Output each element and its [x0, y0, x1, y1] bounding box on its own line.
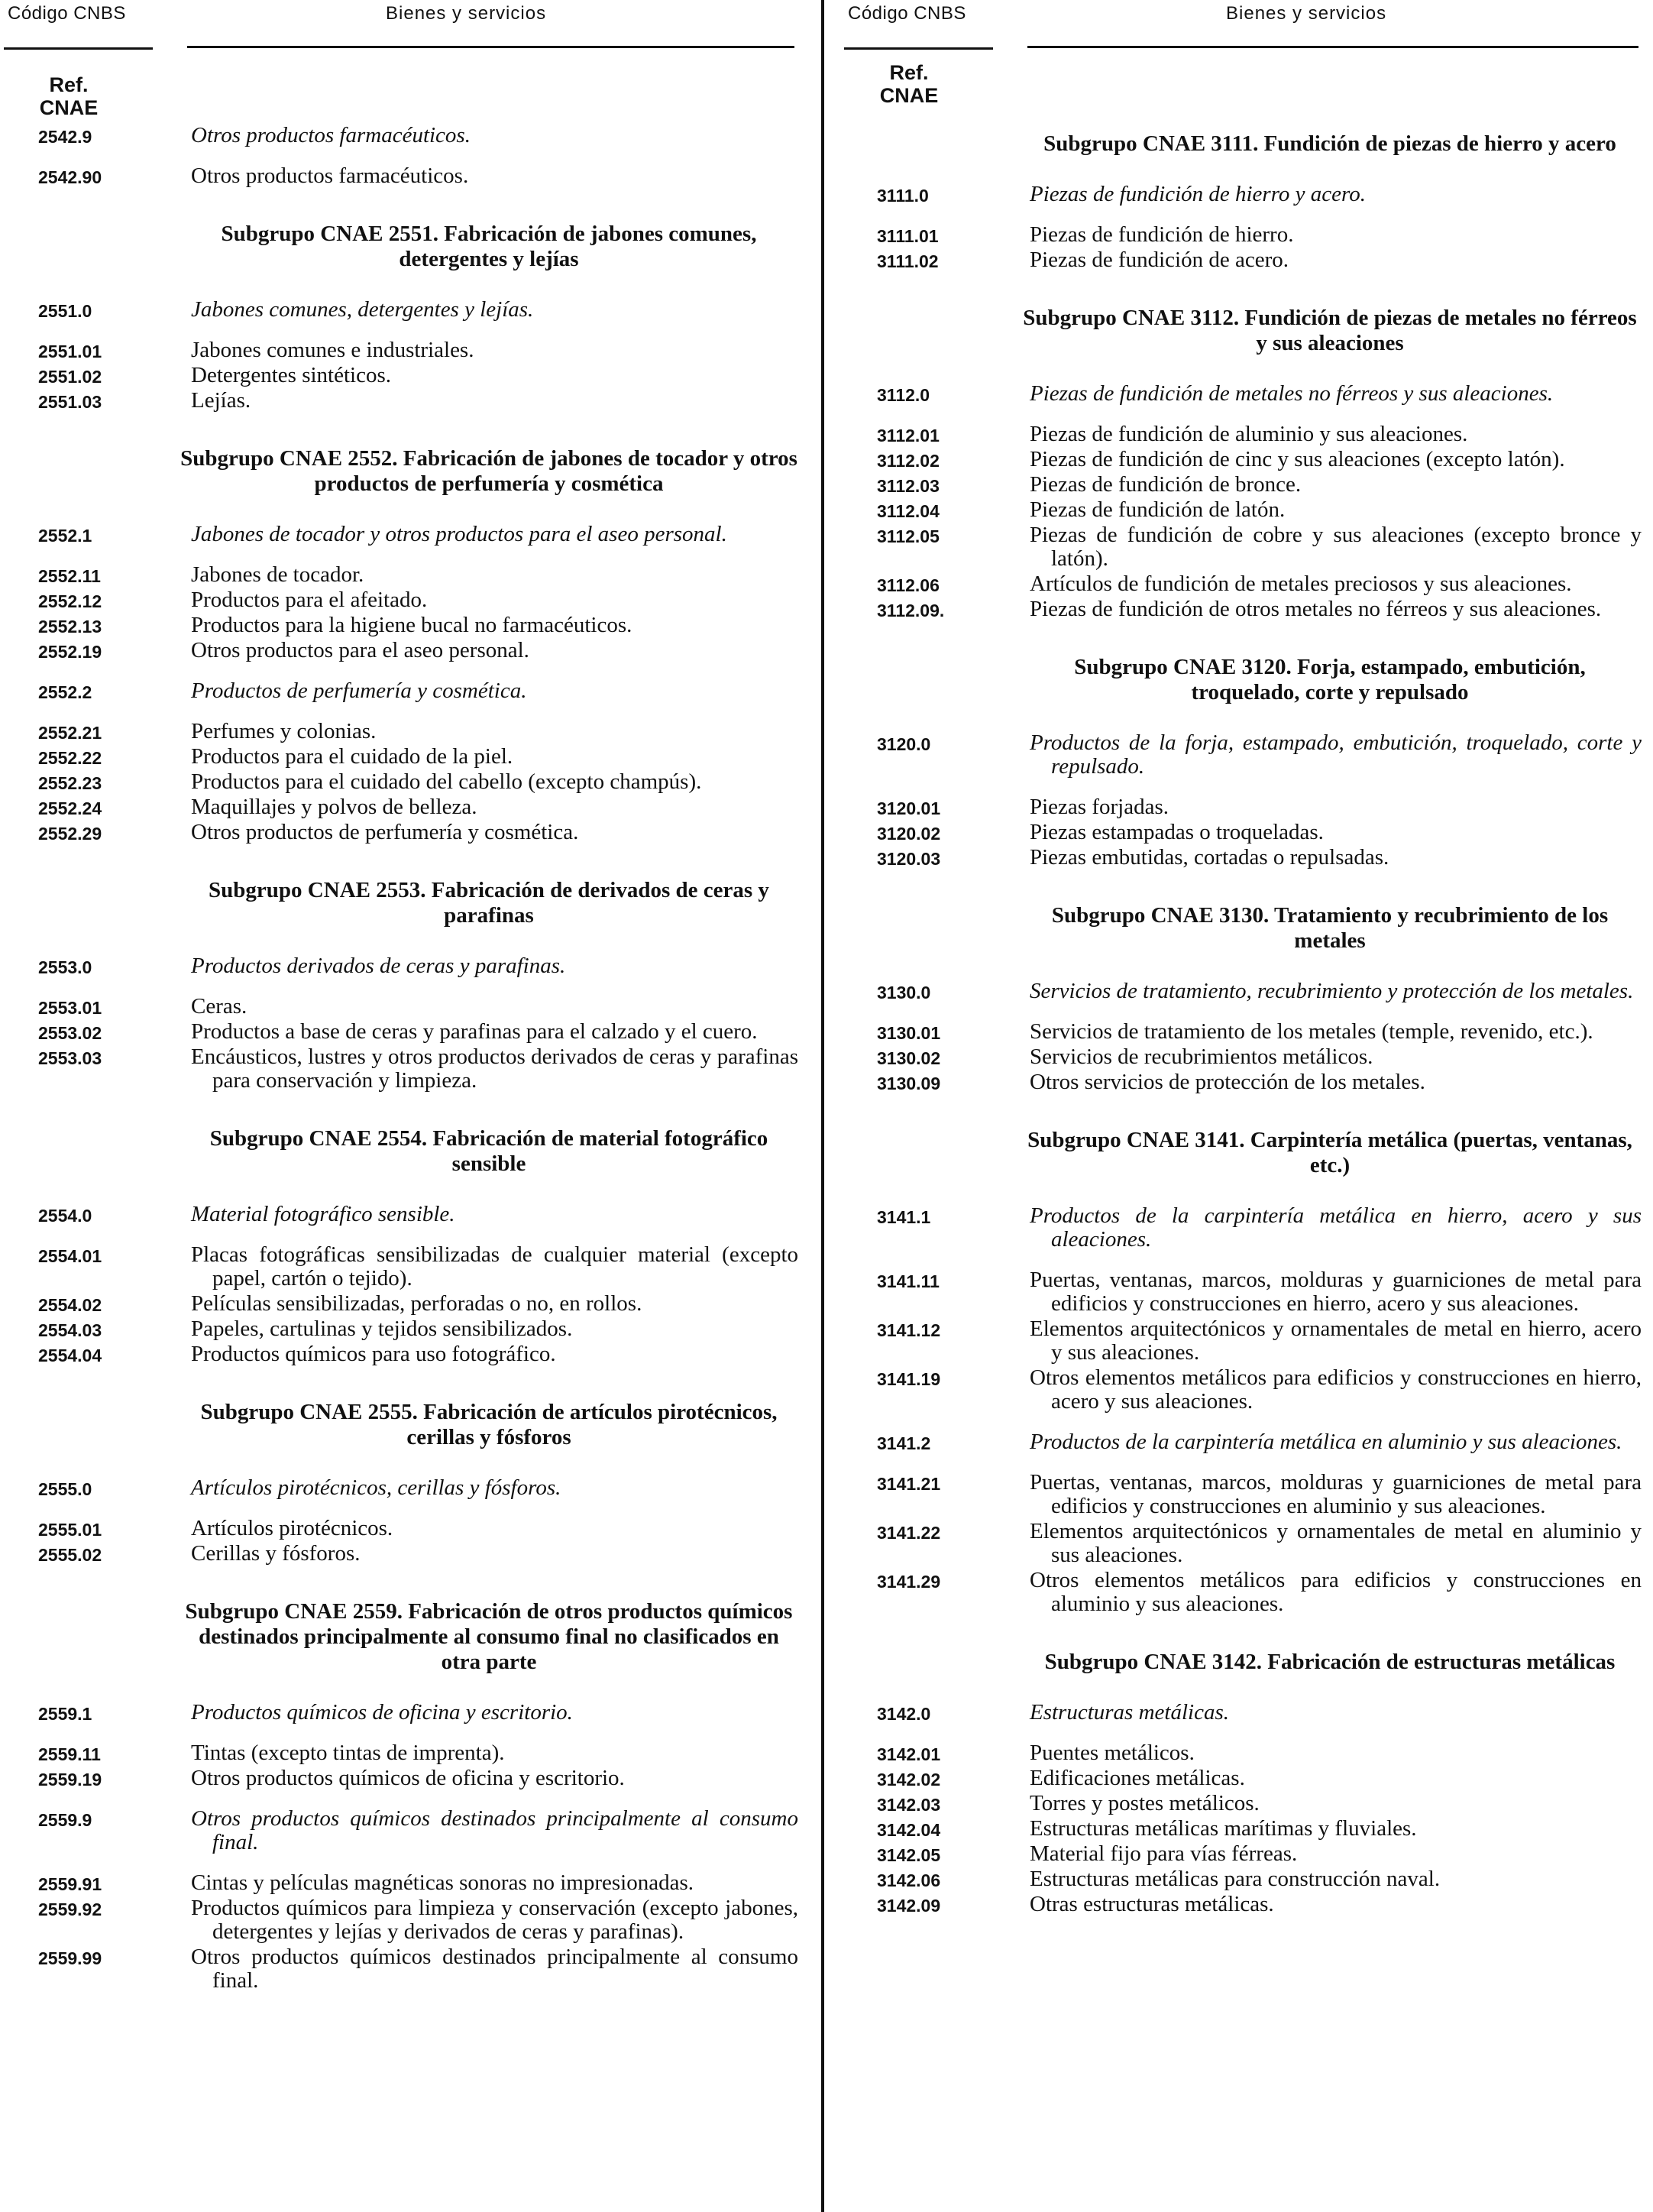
subgroup-heading: Subgrupo CNAE 2559. Fabricación de otros productos químicos destinados principalmente al consumo final no clasificados en otra parte [185, 1599, 793, 1674]
entry-code: 2551.03 [38, 392, 102, 412]
entry-code: 3141.29 [877, 1572, 941, 1592]
entry-row [38, 795, 798, 819]
entry-code: 3141.11 [877, 1271, 940, 1291]
entry-description: Piezas de fundición de cinc y sus aleaciones (excepto latón). [1030, 447, 1565, 471]
entry-description: Películas sensibilizadas, perforadas o no, en rollos. [191, 1291, 642, 1316]
entry-row [38, 720, 798, 743]
subgroup-heading: Subgrupo CNAE 2555. Fabricación de artículos pirotécnicos, cerillas y fósforos [200, 1400, 778, 1449]
entry-row [38, 1476, 798, 1500]
entry-code: 3142.06 [877, 1870, 941, 1890]
entry-row [38, 389, 798, 413]
entry-row [38, 1542, 798, 1566]
entry-description: Encáusticos, lustres y otros productos derivados de ceras y parafinas para conservación y limpieza. [191, 1044, 798, 1093]
entry-code: 2553.03 [38, 1048, 102, 1068]
entry-row [877, 572, 1642, 596]
entry-code: 2552.29 [38, 824, 102, 844]
entry-description: Torres y postes metálicos. [1030, 1791, 1260, 1815]
entry-code: 3142.0 [877, 1704, 931, 1724]
entry-description: Productos de la forja, estampado, embutición, troquelado, corte y repulsado. [1030, 730, 1642, 779]
entry-row [877, 795, 1642, 819]
entry-code: 2555.02 [38, 1545, 102, 1565]
entry-row [877, 1045, 1642, 1069]
entry-code: 3142.05 [877, 1845, 941, 1865]
code-column-heading: Código CNBS [848, 3, 966, 24]
entry-code: 3120.0 [877, 734, 931, 754]
entry-code: 2555.0 [38, 1479, 92, 1499]
entry-description: Maquillajes y polvos de belleza. [191, 795, 477, 819]
subgroup-heading: Subgrupo CNAE 3142. Fabricación de estructuras metálicas [1044, 1650, 1616, 1674]
entry-row [38, 1701, 798, 1725]
entry-description: Productos para el afeitado. [191, 588, 428, 612]
entry-description: Cintas y películas magnéticas sonoras no impresionadas. [191, 1870, 694, 1895]
subgroup-heading: Subgrupo CNAE 3112. Fundición de piezas de metales no férreos y sus aleaciones [1023, 306, 1637, 355]
entry-row [38, 1317, 798, 1341]
entry-row [38, 298, 798, 322]
entry-description: Productos a base de ceras y parafinas para el calzado y el cuero. [191, 1019, 758, 1044]
entry-description: Piezas de fundición de otros metales no férreos y sus aleaciones. [1030, 597, 1602, 621]
entry-row [38, 954, 798, 978]
right-column [840, 0, 1653, 1916]
subgroup-heading: Subgrupo CNAE 3141. Carpintería metálica (puertas, ventanas, etc.) [1027, 1128, 1632, 1177]
entry-code: 3112.06 [877, 575, 940, 595]
entry-row [38, 770, 798, 794]
entry-list [38, 124, 798, 2010]
entry-description: Productos químicos de oficina y escritorio. [191, 1700, 573, 1725]
entry-code: 3112.02 [877, 451, 940, 471]
entry-row [877, 1569, 1642, 1616]
header-rule [4, 47, 153, 50]
entry-row [38, 124, 798, 147]
entry-description: Productos de la carpintería metálica en hierro, acero y sus aleaciones. [1030, 1203, 1642, 1252]
entry-description: Cerillas y fósforos. [191, 1541, 361, 1566]
entry-code: 3141.22 [877, 1523, 941, 1543]
entry-code: 2552.23 [38, 773, 102, 793]
entry-row [877, 731, 1642, 779]
entry-row [877, 1792, 1642, 1815]
entry-row [38, 1741, 798, 1765]
entry-code: 2552.2 [38, 682, 92, 702]
entry-description: Otros productos farmacéuticos. [191, 123, 471, 147]
entry-description: Productos de la carpintería metálica en aluminio y sus aleaciones. [1030, 1430, 1622, 1454]
entry-description: Otros productos químicos de oficina y escritorio. [191, 1766, 625, 1790]
entry-code: 3120.02 [877, 824, 941, 844]
entry-code: 2554.0 [38, 1206, 92, 1226]
entry-description: Piezas embutidas, cortadas o repulsadas. [1030, 845, 1389, 870]
entry-description: Otros elementos metálicos para edificios y construcciones en aluminio y sus aleaciones. [1030, 1568, 1642, 1616]
entry-description: Ceras. [191, 994, 247, 1019]
entry-code: 3112.04 [877, 501, 940, 521]
entry-row [38, 1517, 798, 1540]
entry-row [877, 1767, 1642, 1790]
entry-row [38, 1020, 798, 1044]
entry-code: 3120.03 [877, 849, 941, 869]
entry-code: 3130.0 [877, 983, 931, 1002]
entry-description: Artículos de fundición de metales preciosos y sus aleaciones. [1030, 572, 1572, 596]
entry-code: 2559.1 [38, 1704, 92, 1724]
entry-code: 2552.21 [38, 723, 102, 743]
entry-code: 2552.19 [38, 642, 102, 662]
entry-row [38, 1342, 798, 1366]
entry-description: Servicios de tratamiento, recubrimiento y protección de los metales. [1030, 979, 1634, 1003]
entry-row [38, 821, 798, 844]
ref-cnae-label: Ref. CNAE [879, 61, 939, 107]
entry-row [877, 1070, 1642, 1094]
subgroup-heading: Subgrupo CNAE 2552. Fabricación de jabones de tocador y otros productos de perfumería y cosmética [180, 446, 797, 496]
entry-description: Otros productos químicos destinados principalmente al consumo final. [191, 1806, 798, 1854]
entry-row [877, 1893, 1642, 1916]
entry-code: 2551.0 [38, 301, 92, 321]
entry-row [877, 1520, 1642, 1567]
goods-column-heading: Bienes y servicios [1226, 3, 1387, 24]
entry-code: 3130.09 [877, 1074, 941, 1093]
entry-row [38, 1896, 798, 1944]
entry-description: Elementos arquitectónicos y ornamentales de metal en aluminio y sus aleaciones. [1030, 1519, 1642, 1567]
entry-row [38, 1243, 798, 1291]
entry-row [877, 1867, 1642, 1891]
entry-code: 2552.24 [38, 798, 102, 818]
entry-description: Elementos arquitectónicos y ornamentales de metal en hierro, acero y sus aleaciones. [1030, 1317, 1642, 1365]
entry-description: Piezas de fundición de cobre y sus aleaciones (excepto bronce y latón). [1030, 523, 1642, 571]
subgroup-heading: Subgrupo CNAE 2554. Fabricación de material fotográfico sensible [209, 1126, 768, 1176]
entry-code: 3111.01 [877, 226, 939, 246]
entry-code: 2554.02 [38, 1295, 102, 1315]
entry-code: 3141.1 [877, 1207, 931, 1227]
header-rule [1027, 46, 1638, 48]
entry-row [877, 598, 1642, 621]
entry-description: Piezas de fundición de hierro. [1030, 222, 1294, 247]
entry-description: Material fotográfico sensible. [191, 1202, 455, 1226]
entry-row [38, 1871, 798, 1895]
entry-code: 2559.9 [38, 1810, 92, 1830]
entry-description: Placas fotográficas sensibilizadas de cualquier material (excepto papel, cartón o tejido). [191, 1242, 798, 1291]
entry-list [877, 115, 1642, 1918]
entry-code: 3112.09. [877, 601, 945, 620]
entry-row [877, 1817, 1642, 1841]
entry-row [877, 1268, 1642, 1316]
entry-description: Estructuras metálicas. [1030, 1700, 1229, 1725]
entry-code: 3141.2 [877, 1433, 931, 1453]
entry-code: 2553.0 [38, 957, 92, 977]
entry-code: 3111.02 [877, 251, 939, 271]
entry-row [38, 588, 798, 612]
entry-description: Productos para la higiene bucal no farmacéuticos. [191, 613, 632, 637]
entry-row [38, 1807, 798, 1854]
entry-row [38, 563, 798, 587]
entry-description: Otros productos de perfumería y cosmética. [191, 820, 579, 844]
entry-description: Piezas de fundición de bronce. [1030, 472, 1302, 497]
entry-code: 2559.99 [38, 1948, 102, 1968]
entry-code: 2559.11 [38, 1744, 101, 1764]
subgroup-heading: Subgrupo CNAE 3130. Tratamiento y recubrimiento de los metales [1051, 903, 1609, 953]
entry-description: Jabones de tocador. [191, 562, 364, 587]
entry-row [877, 423, 1642, 446]
entry-description: Productos químicos para uso fotográfico. [191, 1342, 556, 1366]
entry-description: Tintas (excepto tintas de imprenta). [191, 1741, 505, 1765]
entry-description: Servicios de tratamiento de los metales (temple, revenido, etc.). [1030, 1019, 1593, 1044]
subgroup-heading: Subgrupo CNAE 2553. Fabricación de derivados de ceras y parafinas [209, 878, 769, 928]
entry-code: 3141.12 [877, 1320, 941, 1340]
entry-description: Piezas de fundición de aluminio y sus aleaciones. [1030, 422, 1468, 446]
entry-code: 2552.22 [38, 748, 102, 768]
entry-code: 3142.09 [877, 1896, 941, 1916]
entry-description: Estructuras metálicas para construcción naval. [1030, 1867, 1441, 1891]
entry-code: 2542.9 [38, 127, 92, 147]
entry-description: Jabones comunes, detergentes y lejías. [191, 297, 534, 322]
entry-row [877, 382, 1642, 406]
entry-row [38, 639, 798, 662]
entry-description: Otros elementos metálicos para edificios y construcciones en hierro, acero y sus aleaciones. [1030, 1365, 1642, 1414]
entry-code: 3112.01 [877, 426, 940, 445]
entry-row [38, 1767, 798, 1790]
entry-description: Artículos pirotécnicos, cerillas y fósforos. [191, 1475, 561, 1500]
entry-row [877, 448, 1642, 471]
entry-code: 3142.01 [877, 1744, 941, 1764]
entry-row [38, 523, 798, 546]
entry-description: Edificaciones metálicas. [1030, 1766, 1245, 1790]
entry-code: 3112.05 [877, 526, 940, 546]
entry-code: 3112.0 [877, 385, 930, 405]
header-rule [187, 46, 794, 48]
entry-row [38, 1292, 798, 1316]
entry-description: Otras estructuras metálicas. [1030, 1892, 1274, 1916]
entry-code: 3112.03 [877, 476, 940, 496]
entry-description: Detergentes sintéticos. [191, 363, 392, 387]
entry-code: 2551.02 [38, 367, 102, 387]
entry-code: 2552.1 [38, 526, 92, 546]
entry-row [38, 164, 798, 188]
entry-row [877, 1842, 1642, 1866]
entry-code: 2553.02 [38, 1023, 102, 1043]
entry-code: 2559.19 [38, 1770, 102, 1789]
entry-description: Jabones comunes e industriales. [191, 338, 474, 362]
column-header [0, 0, 810, 46]
entry-row [38, 1945, 798, 1993]
entry-code: 3130.01 [877, 1023, 941, 1043]
entry-code: 3142.04 [877, 1820, 941, 1840]
code-column-heading: Código CNBS [8, 3, 126, 24]
entry-description: Puertas, ventanas, marcos, molduras y guarniciones de metal para edificios y construcciones en aluminio y sus aleaciones. [1030, 1470, 1642, 1518]
entry-row [38, 614, 798, 637]
entry-row [877, 821, 1642, 844]
entry-description: Material fijo para vías férreas. [1030, 1841, 1298, 1866]
entry-row [38, 338, 798, 362]
entry-description: Productos para el cuidado del cabello (excepto champús). [191, 769, 702, 794]
column-divider [821, 0, 824, 2212]
entry-row [877, 183, 1642, 206]
subgroup-heading: Subgrupo CNAE 3111. Fundición de piezas de hierro y acero [1043, 131, 1616, 156]
entry-description: Productos de perfumería y cosmética. [191, 678, 527, 703]
entry-code: 2559.92 [38, 1899, 102, 1919]
entry-row [877, 223, 1642, 247]
entry-code: 2542.90 [38, 167, 102, 187]
entry-description: Otros servicios de protección de los metales. [1030, 1070, 1425, 1094]
entry-code: 3130.02 [877, 1048, 941, 1068]
entry-row [877, 523, 1642, 571]
entry-row [877, 473, 1642, 497]
entry-description: Piezas de fundición de metales no férreos y sus aleaciones. [1030, 381, 1554, 406]
entry-description: Piezas estampadas o troqueladas. [1030, 820, 1324, 844]
entry-row [877, 1317, 1642, 1365]
entry-row [877, 846, 1642, 870]
entry-code: 3141.21 [877, 1474, 941, 1494]
entry-description: Productos para el cuidado de la piel. [191, 744, 513, 769]
entry-code: 3141.19 [877, 1369, 941, 1389]
entry-description: Puertas, ventanas, marcos, molduras y guarniciones de metal para edificios y construcciones en hierro, acero y sus aleaciones. [1030, 1268, 1642, 1316]
entry-row [877, 1741, 1642, 1765]
entry-code: 2554.01 [38, 1246, 102, 1266]
entry-row [877, 1430, 1642, 1454]
entry-description: Piezas de fundición de latón. [1030, 497, 1286, 522]
header-rule [844, 47, 993, 50]
entry-row [38, 1203, 798, 1226]
entry-code: 2559.91 [38, 1874, 102, 1894]
entry-row [38, 1045, 798, 1093]
entry-code: 2554.03 [38, 1320, 102, 1340]
entry-row [877, 980, 1642, 1003]
entry-code: 3111.0 [877, 186, 929, 206]
entry-description: Otros productos farmacéuticos. [191, 164, 469, 188]
entry-row [877, 248, 1642, 272]
entry-code: 3120.01 [877, 798, 941, 818]
entry-description: Piezas forjadas. [1030, 795, 1169, 819]
entry-row [38, 364, 798, 387]
entry-description: Otros productos para el aseo personal. [191, 638, 529, 662]
entry-description: Servicios de recubrimientos metálicos. [1030, 1044, 1373, 1069]
entry-description: Papeles, cartulinas y tejidos sensibilizados. [191, 1317, 573, 1341]
entry-description: Perfumes y colonias. [191, 719, 377, 743]
entry-row [877, 1366, 1642, 1414]
entry-description: Artículos pirotécnicos. [191, 1516, 393, 1540]
entry-row [38, 679, 798, 703]
entry-description: Puentes metálicos. [1030, 1741, 1195, 1765]
entry-code: 3142.03 [877, 1795, 941, 1815]
entry-code: 2554.04 [38, 1346, 102, 1365]
entry-description: Productos químicos para limpieza y conservación (excepto jabones, detergentes y lejías y derivados de ceras y parafinas). [191, 1896, 798, 1944]
left-column [0, 0, 810, 1993]
entry-code: 2551.01 [38, 342, 102, 361]
entry-row [38, 995, 798, 1019]
entry-code: 2555.01 [38, 1520, 102, 1540]
entry-code: 2552.13 [38, 617, 102, 636]
ref-cnae-label: Ref. CNAE [39, 73, 99, 119]
column-header [840, 0, 1653, 46]
entry-row [877, 498, 1642, 522]
entry-description: Lejías. [191, 388, 251, 413]
goods-column-heading: Bienes y servicios [386, 3, 547, 24]
entry-description: Otros productos químicos destinados principalmente al consumo final. [191, 1945, 798, 1993]
entry-row [38, 745, 798, 769]
entry-code: 2553.01 [38, 998, 102, 1018]
entry-description: Piezas de fundición de hierro y acero. [1030, 182, 1366, 206]
subgroup-heading: Subgrupo CNAE 3120. Forja, estampado, embutición, troquelado, corte y repulsado [1074, 655, 1586, 704]
entry-row [877, 1701, 1642, 1725]
entry-description: Piezas de fundición de acero. [1030, 248, 1289, 272]
entry-row [877, 1020, 1642, 1044]
entry-code: 2552.11 [38, 566, 101, 586]
entry-description: Estructuras metálicas marítimas y fluviales. [1030, 1816, 1417, 1841]
entry-row [877, 1204, 1642, 1252]
entry-code: 3142.02 [877, 1770, 941, 1789]
entry-row [877, 1471, 1642, 1518]
entry-description: Jabones de tocador y otros productos para el aseo personal. [191, 522, 727, 546]
subgroup-heading: Subgrupo CNAE 2551. Fabricación de jabones comunes, detergentes y lejías [221, 222, 757, 271]
entry-description: Productos derivados de ceras y parafinas. [191, 954, 566, 978]
entry-code: 2552.12 [38, 591, 102, 611]
